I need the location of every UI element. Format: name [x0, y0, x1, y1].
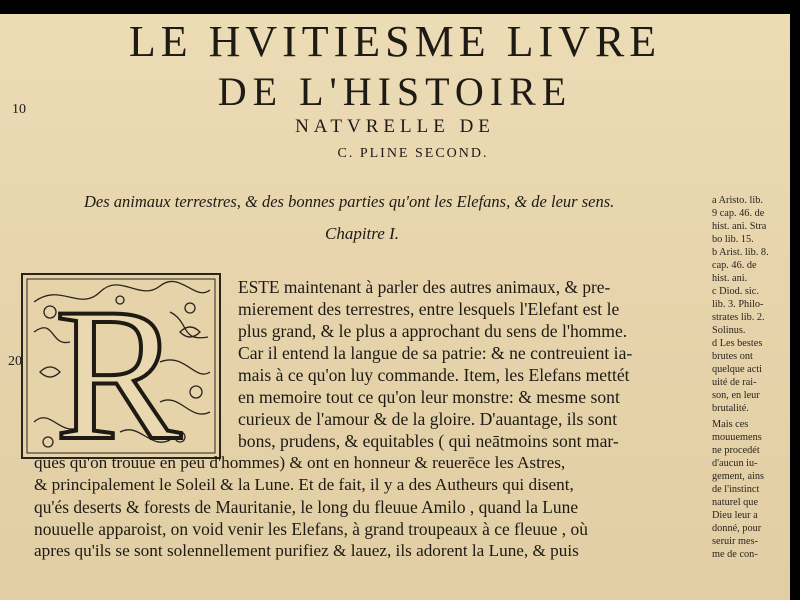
margin-note: brutes ont — [712, 351, 753, 362]
margin-note: b Arist. lib. 8. — [712, 247, 769, 258]
body-line: qu'és deserts & forests de Mauritanie, le long du fleuue Amilo , quand la Lune — [34, 497, 579, 517]
book-page — [0, 14, 790, 600]
margin-note: strates lib. 2. — [712, 312, 765, 323]
margin-note: naturel que — [712, 497, 759, 508]
title-line-4: C. PLINE SECOND. — [337, 146, 489, 161]
margin-note: cap. 46. de — [712, 260, 757, 271]
body-line: mierement des terrestres, entre lesquels l'Elefant est le — [238, 299, 620, 319]
title-line-1: LE HVITIESME LIVRE — [128, 17, 662, 66]
margin-note: uité de rai- — [712, 377, 757, 388]
margin-note: d Les bestes — [712, 338, 763, 349]
margin-note: quelque acti — [712, 364, 763, 375]
margin-note: lib. 3. Philo- — [712, 299, 764, 310]
svg-text:R: R — [54, 272, 182, 460]
margin-note: Dieu leur a — [712, 510, 758, 521]
margin-note: brutalité. — [712, 403, 749, 414]
body-line: Car il entend la langue de sa patrie: & ne contreuient ia- — [238, 343, 633, 363]
margin-note: d'aucun iu- — [712, 458, 758, 469]
margin-note: bo lib. 15. — [712, 234, 754, 245]
body-line: ques qu'on trouue en peu d'hommes) & ont en honneur & reuerēce les Astres, — [34, 453, 566, 472]
line-number-10: 10 — [12, 102, 26, 117]
chapter-caption: Des animaux terrestres, & des bonnes parties qu'ont les Elefans, & de leur sens. — [84, 192, 615, 211]
title-line-2: DE L'HISTOIRE — [217, 69, 573, 114]
line-number-20: 20 — [8, 354, 22, 369]
body-line: apres qu'ils se sont solennellement purifiez & lauez, ils adorent la Lune, & puis — [34, 541, 579, 560]
margin-note: seruir mes- — [712, 536, 759, 547]
margin-note: c Diod. sic. — [712, 286, 759, 297]
margin-note: hist. ani. — [712, 273, 748, 284]
margin-note: son, en leur — [712, 390, 760, 401]
body-line: plus grand, & le plus a approchant du sens de l'homme. — [238, 321, 628, 341]
margin-note: gement, ains — [712, 471, 765, 482]
body-line: curieux de l'amour & de la gloire. D'auantage, ils sont — [238, 409, 618, 429]
margin-note: 9 cap. 46. de — [712, 208, 765, 219]
body-line: en memoire tout ce qu'on leur monstre: & mesme sont — [238, 387, 620, 407]
title-line-3: NATVRELLE DE — [295, 116, 495, 137]
margin-note: hist. ani. Stra — [712, 221, 767, 232]
margin-note: me de con- — [712, 549, 758, 560]
margin-note: mouuemens — [712, 432, 762, 443]
body-line: mais à ce qu'on luy commande. Item, les Elefans mettét — [238, 365, 630, 385]
margin-note: Mais ces — [712, 419, 749, 430]
chapter-heading: Chapitre I. — [325, 224, 399, 243]
margin-note: de l'instinct — [712, 484, 760, 495]
body-line: bons, prudens, & equitables ( qui neātmoins sont mar- — [238, 431, 619, 451]
margin-note: ne procedét — [712, 445, 760, 456]
decorated-initial-r-icon — [20, 272, 222, 460]
margin-note: donné, pour — [712, 523, 762, 534]
body-line: nouuelle apparoist, on void venir les Elefans, à grand troupeaux à ce fleuue , où — [34, 519, 588, 539]
margin-note: Solinus. — [712, 325, 746, 336]
body-line: & principalement le Soleil & la Lune. Et de fait, il y a des Autheurs qui disent, — [34, 475, 574, 494]
margin-note: a Aristo. lib. — [712, 195, 763, 206]
frame-edge — [790, 0, 800, 600]
body-line: ESTE maintenant à parler des autres animaux, & pre- — [238, 277, 611, 297]
